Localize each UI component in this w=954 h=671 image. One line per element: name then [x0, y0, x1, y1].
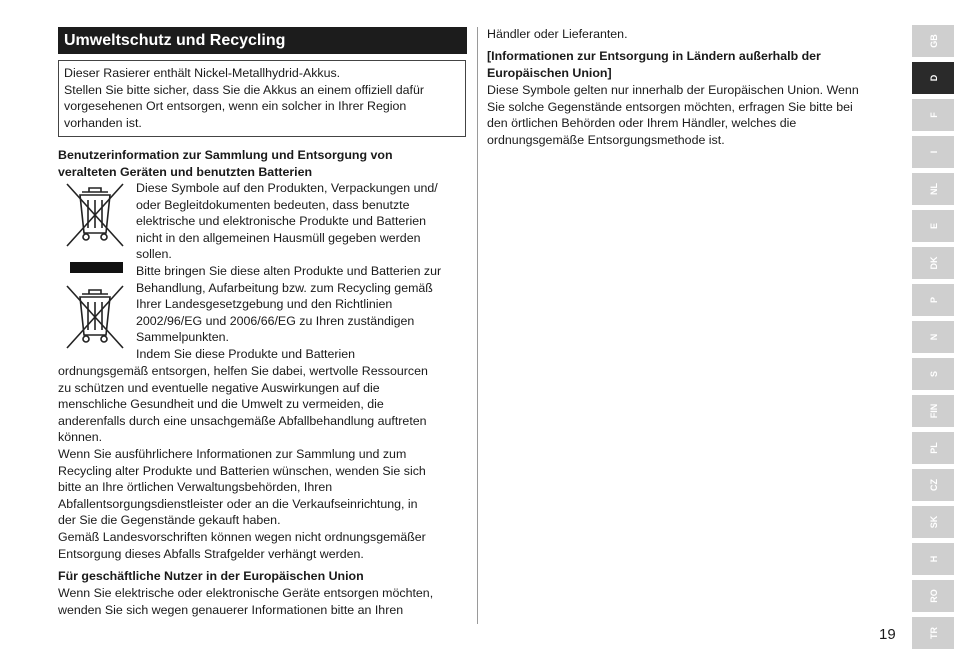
heading-non-eu: [Informationen zur Entsorgung in Ländern außerhalb der Europäischen Union] — [487, 49, 821, 80]
language-tab-fin[interactable] — [912, 395, 954, 427]
language-tab-label: RO — [929, 589, 939, 603]
heading-user-information: Benutzerinformation zur Sammlung und Entsorgung von veralteten Geräten und benutzten Batterien — [58, 148, 393, 179]
language-tab-label: CZ — [929, 479, 939, 491]
language-tab-label: I — [929, 150, 939, 154]
language-tab-i[interactable] — [912, 136, 954, 168]
language-tab-pl[interactable] — [912, 432, 954, 464]
language-tab-label: S — [929, 371, 939, 378]
continued-text: Händler oder Lieferanten. — [487, 27, 628, 41]
language-tab-label: N — [929, 333, 939, 341]
language-tab-dk[interactable] — [912, 247, 954, 279]
language-tab-label: H — [929, 555, 939, 563]
language-tab-gb[interactable] — [912, 25, 954, 57]
recycling-instruction-text: Bitte bringen Sie diese alten Produkte und Batterien zur Behandlung, Aufarbeitung bzw. zum Recycling gemäß Ihrer Landesgesetzgebung und den Richtlinien 2002/96/EG und 2006/66/EG zu Ihren zuständigen Sammelpunkten. — [136, 264, 442, 345]
language-tab-s[interactable] — [912, 358, 954, 390]
column-divider — [477, 27, 478, 624]
language-tab-label: PL — [929, 442, 939, 454]
language-tabs — [912, 25, 954, 654]
business-users-text: Wenn Sie elektrische oder elektronische Geräte entsorgen möchten, wenden Sie sich wegen genauerer Informationen bitte an Ihren — [58, 586, 434, 617]
language-tab-ro[interactable] — [912, 580, 954, 612]
proper-disposal-text-start: Indem Sie diese Produkte und Batterien — [136, 347, 356, 361]
language-tab-label: TR — [929, 627, 939, 639]
page-number: 19 — [879, 626, 896, 643]
symbols-meaning-text: Diese Symbole auf den Produkten, Verpackungen und/ oder Begleitdokumenten bedeuten, dass benutzte elektrische und elektronische Produkte und Batterien nicht in den allgemeinen Hausmüll gegeben werden sollen. — [136, 181, 438, 262]
crossed-bin-icon — [64, 180, 126, 250]
heading-business-users: Für geschäftliche Nutzer in der Europäischen Union — [58, 569, 364, 583]
language-tab-p[interactable] — [912, 284, 954, 316]
language-tab-sk[interactable] — [912, 506, 954, 538]
language-tab-tr[interactable] — [912, 617, 954, 649]
language-tab-nl[interactable] — [912, 173, 954, 205]
solid-bar-symbol — [70, 262, 123, 273]
proper-disposal-text: ordnungsgemäß entsorgen, helfen Sie dabei, wertvolle Ressourcen zu schützen und eventuelle negative Auswirkungen auf die menschliche Gesundheit und die Umwelt zu vermeiden, die anderenfalls durch eine unsachgemäße Abfallbehandlung auftreten können. Wenn Sie ausführlichere Informationen zur Sammlung und zum Recycling alter Produkte und Batterien wünschen, wenden Sie sich bitte an Ihre örtlichen Verwaltungsbehörden, Ihren Abfallentsorgungsdienstleister oder an die Verkaufseinrichtung, in der Sie die Gegenstände gekauft haben. Gemäß Landesvorschriften können wegen nicht ordnungsgemäßer Entsorgung dieses Abfalls Strafgelder verhängt werden. — [58, 364, 428, 561]
language-tab-n[interactable] — [912, 321, 954, 353]
battery-notice-text: Dieser Rasierer enthält Nickel-Metallhydrid-Akkus. Stellen Sie bitte sicher, dass Sie die Akkus an einem offiziell dafür vorgesehenen Ort entsorgen, wenn ein solcher in Ihrer Region vorhanden ist. — [64, 66, 424, 130]
language-tab-cz[interactable] — [912, 469, 954, 501]
language-tab-label: GB — [929, 34, 939, 48]
language-tab-label: FIN — [929, 403, 939, 419]
language-tab-label: NL — [929, 183, 939, 195]
non-eu-text: Diese Symbole gelten nur innerhalb der Europäischen Union. Wenn Sie solche Gegenstände entsorgen möchten, erfragen Sie bitte bei den örtlichen Behörden oder Ihrem Händler, welches die ordnungsgemäße Entsorgungsmethode ist. — [487, 83, 859, 147]
language-tab-label: DK — [929, 256, 939, 270]
section-title: Umweltschutz und Recycling — [58, 27, 467, 54]
language-tab-label: P — [929, 297, 939, 304]
language-tab-h[interactable] — [912, 543, 954, 575]
language-tab-label: F — [929, 112, 939, 118]
language-tab-f[interactable] — [912, 99, 954, 131]
crossed-bin-battery-icon — [64, 282, 126, 352]
language-tab-label: E — [929, 223, 939, 230]
language-tab-label: SK — [929, 515, 939, 529]
language-tab-d[interactable] — [912, 62, 954, 94]
language-tab-label: D — [929, 74, 939, 82]
language-tab-e[interactable] — [912, 210, 954, 242]
battery-notice-box — [58, 60, 466, 137]
